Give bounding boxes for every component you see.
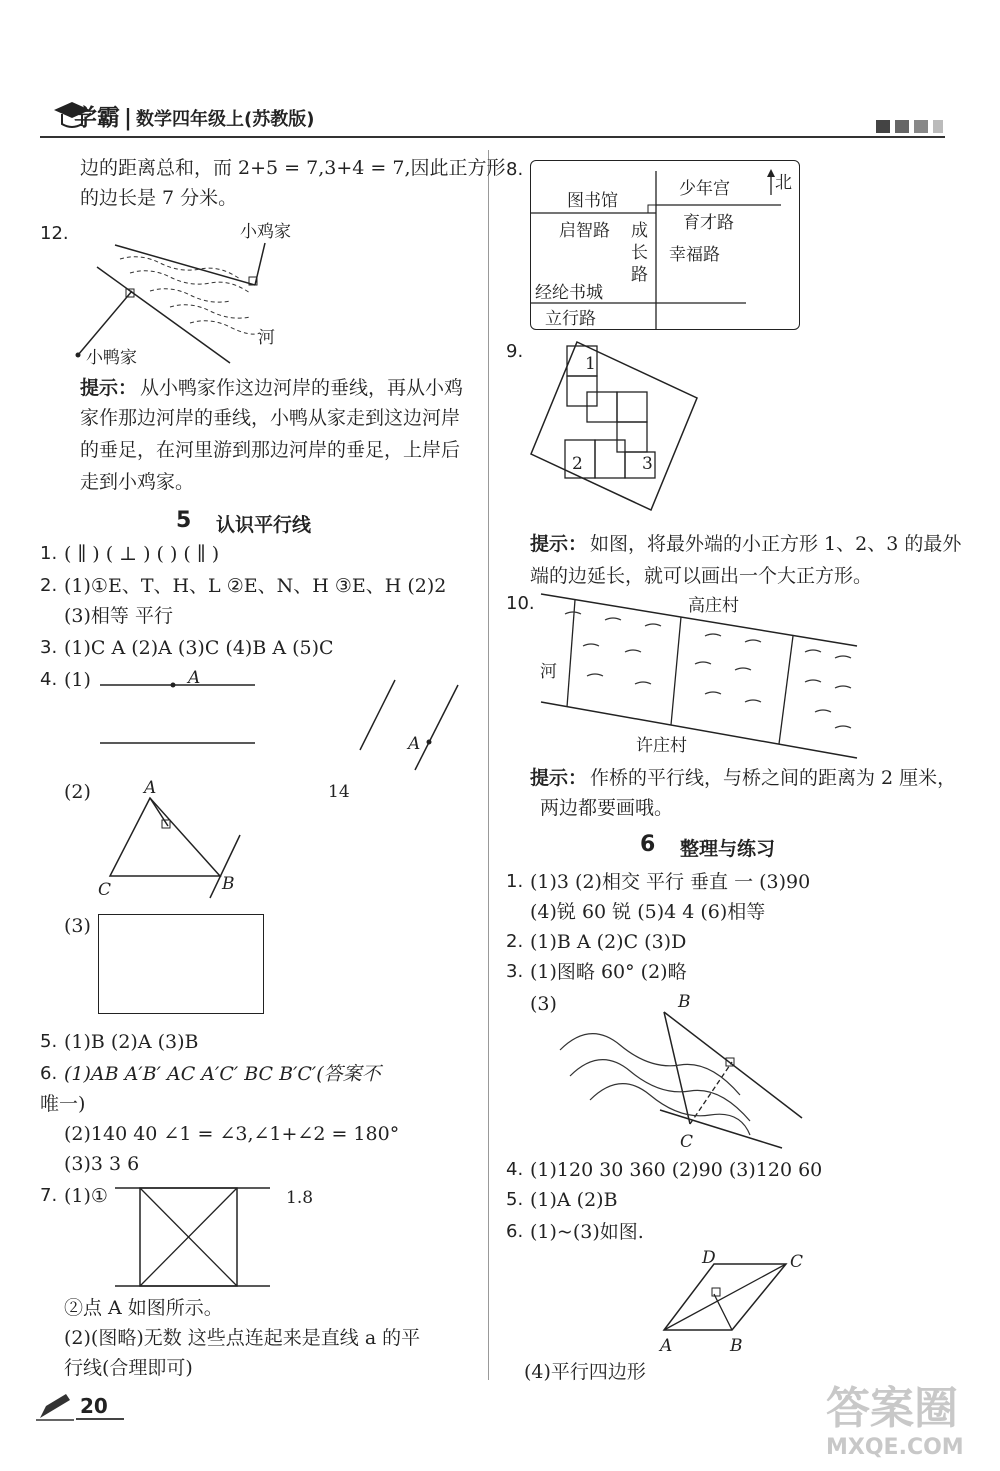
q12-hint-2: 家作那边河岸的垂线，小鸭从家走到这边河岸 xyxy=(80,407,461,429)
q10-xuzhuang: 许庄村 xyxy=(636,736,687,756)
q4-fig-point-a-2: A xyxy=(408,734,421,754)
q7-part-1: (1)① xyxy=(64,1185,108,1207)
q2-line-1: (1)①E、T、H、L ②E、N、H ③E、H (2)2 xyxy=(64,575,447,597)
watermark: 答案圈 xyxy=(826,1383,958,1434)
q6-line-2: 唯一) xyxy=(40,1093,86,1115)
q10-number: 10. xyxy=(506,593,535,614)
header xyxy=(40,92,945,142)
q10-hint-2: 两边都要画哦。 xyxy=(540,797,674,819)
cont-line-1: 边的距离总和，而 2+5 = 7,3+4 = 7,因此正方形 xyxy=(80,157,506,179)
q9-hint-2: 端的边延长，就可以画出一个大正方形。 xyxy=(530,565,873,587)
q7-line-4: 行线(合理即可) xyxy=(64,1357,193,1379)
q1-text: ( ∥ ) ( ⊥ ) ( ) ( ∥ ) xyxy=(64,543,220,565)
section-5-title: 认识平行线 xyxy=(216,514,312,536)
q8-youth-palace: 少年宫 xyxy=(679,179,730,199)
q8-xingfu-road: 幸福路 xyxy=(669,245,720,265)
q8-yucai-road: 育才路 xyxy=(683,213,734,233)
q8-north: 北 xyxy=(775,173,792,193)
header-separator: | xyxy=(124,105,133,131)
q10-hint-label: 提示： xyxy=(530,767,588,789)
footer-rule xyxy=(76,1418,124,1420)
q8-number: 8. xyxy=(506,159,524,180)
r5-text: (1)A (2)B xyxy=(530,1189,618,1211)
r6-line-1: (1)~(3)如图. xyxy=(530,1221,644,1243)
cont-line-2: 的边长是 7 分米。 xyxy=(80,187,238,209)
q6-line-1: (1)AB A′B′ AC A′C′ BC B′C′(答案不 xyxy=(64,1063,381,1085)
q4-triangle-b: B xyxy=(222,874,235,894)
q4-triangle-a: A xyxy=(144,778,157,798)
page-title: 数学四年级上(苏教版) xyxy=(136,109,315,130)
column-divider xyxy=(488,150,489,1380)
q5-number: 5. xyxy=(40,1031,58,1052)
q12-river-label: 河 xyxy=(258,328,275,348)
q9-hint-label: 提示： xyxy=(530,533,588,555)
q10-river: 河 xyxy=(540,662,557,682)
q8-chengzhang-3: 路 xyxy=(631,265,648,285)
q9-hint-1: 如图，将最外端的小正方形 1、2、3 的最外 xyxy=(590,533,962,555)
q9-square-2: 2 xyxy=(572,454,583,474)
q10-hint-1: 作桥的平行线，与桥之间的距离为 2 厘米， xyxy=(590,767,957,789)
q10-gaozhuang: 高庄村 xyxy=(688,596,739,616)
pencil-icon xyxy=(36,1392,76,1422)
header-bars-icon xyxy=(876,120,946,134)
r6-point-c: C xyxy=(790,1252,804,1272)
q2-line-2: (3)相等 平行 xyxy=(64,605,173,627)
q8-lixing-road: 立行路 xyxy=(545,309,596,329)
r6-line-2: (4)平行四边形 xyxy=(524,1361,646,1383)
r6-point-b: B xyxy=(730,1336,743,1356)
q7-line-2: ②点 A 如图所示。 xyxy=(64,1297,223,1319)
q12-duck-home: 小鸭家 xyxy=(86,348,137,368)
q2-number: 2. xyxy=(40,575,58,596)
q12-hint-3: 的垂足，在河里游到那边河岸的垂足，上岸后 xyxy=(80,439,461,461)
r3-part-3: (3) xyxy=(530,993,557,1015)
q8-map xyxy=(530,160,800,330)
q12-hint-label: 提示： xyxy=(80,377,138,399)
q3-number: 3. xyxy=(40,637,58,658)
q4-part-1: (1) xyxy=(64,669,91,691)
q4-point-a: A xyxy=(188,668,201,688)
q5-text: (1)B (2)A (3)B xyxy=(64,1031,199,1053)
r3-point-b: B xyxy=(678,992,691,1012)
r1-line-1: (1)3 (2)相交 平行 垂直 一 (3)90 xyxy=(530,871,811,893)
q7-line-3: (2)(图略)无数 这些点连起来是直线 a 的平 xyxy=(64,1327,421,1349)
q4-part-2: (2) xyxy=(64,781,91,803)
q4-part-3: (3) xyxy=(64,915,91,937)
logo: 学霸 xyxy=(74,105,120,131)
r3-line-1: (1)图略 60° (2)略 xyxy=(530,961,687,983)
q4-value-14: 14 xyxy=(328,782,350,802)
q8-chengzhang-2: 长 xyxy=(631,243,648,263)
r2-text: (1)B A (2)C (3)D xyxy=(530,931,687,953)
r1-line-2: (4)锐 60 锐 (5)4 4 (6)相等 xyxy=(530,901,766,923)
r4-number: 4. xyxy=(506,1159,524,1180)
r3-figure xyxy=(560,1000,820,1150)
r6-point-a: A xyxy=(660,1336,673,1356)
q8-jinglun-bookstore: 经纶书城 xyxy=(535,283,603,303)
r6-point-d: D xyxy=(702,1248,716,1268)
q8-library: 图书馆 xyxy=(567,191,618,211)
header-rule xyxy=(40,136,945,138)
q12-number: 12. xyxy=(40,223,69,244)
q12-chick-home: 小鸡家 xyxy=(240,222,291,242)
watermark-site: MXQE.COM xyxy=(826,1435,964,1460)
q4-triangle-figure xyxy=(100,790,250,900)
q9-squares-figure xyxy=(525,340,725,520)
section-6-title: 整理与练习 xyxy=(680,838,776,860)
r6-parallelogram-figure xyxy=(660,1260,800,1340)
q7-figure xyxy=(115,1186,275,1296)
q12-hint-1: 从小鸭家作这边河岸的垂线，再从小鸡 xyxy=(140,377,464,399)
q1-number: 1. xyxy=(40,543,58,564)
r6-number: 6. xyxy=(506,1221,524,1242)
q7-value: 1.8 xyxy=(286,1188,314,1208)
q3-text: (1)C A (2)A (3)C (4)B A (5)C xyxy=(64,637,334,659)
r3-number: 3. xyxy=(506,961,524,982)
page-number: 20 xyxy=(80,1394,108,1418)
section-5-number: 5 xyxy=(176,508,192,533)
r1-number: 1. xyxy=(506,871,524,892)
q4-triangle-c: C xyxy=(98,880,112,900)
section-6-number: 6 xyxy=(640,832,656,857)
q6-line-3: (2)140 40 ∠1 = ∠3,∠1+∠2 = 180° xyxy=(64,1123,400,1145)
r2-number: 2. xyxy=(506,931,524,952)
q9-number: 9. xyxy=(506,341,524,362)
q12-river-figure xyxy=(70,225,290,365)
r3-point-c: C xyxy=(680,1132,694,1152)
q4-number: 4. xyxy=(40,669,58,690)
q8-qizhi-road: 启智路 xyxy=(559,221,610,241)
q10-river-figure xyxy=(535,590,865,760)
q12-hint-4: 走到小鸡家。 xyxy=(80,471,195,493)
q7-number: 7. xyxy=(40,1185,58,1206)
q6-line-4: (3)3 3 6 xyxy=(64,1153,140,1175)
q9-square-1: 1 xyxy=(585,354,596,374)
r5-number: 5. xyxy=(506,1189,524,1210)
q8-chengzhang-1: 成 xyxy=(631,221,648,241)
q6-number: 6. xyxy=(40,1063,58,1084)
q9-square-3: 3 xyxy=(642,454,653,474)
q4-rectangle xyxy=(98,914,264,1014)
r4-text: (1)120 30 360 (2)90 (3)120 60 xyxy=(530,1159,823,1181)
